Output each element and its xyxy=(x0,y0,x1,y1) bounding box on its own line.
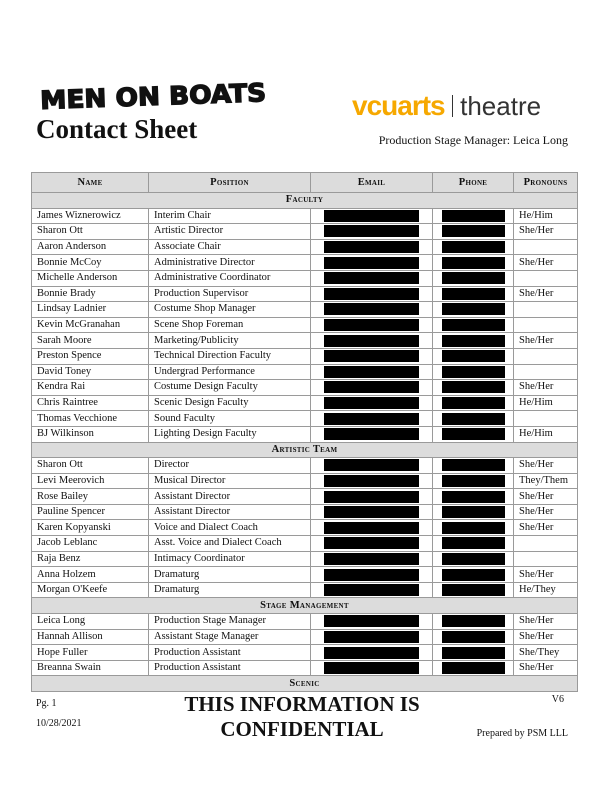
email-redaction-bar xyxy=(324,662,419,674)
contact-email-cell xyxy=(311,286,433,302)
phone-redaction-bar xyxy=(442,272,505,284)
contact-phone-cell xyxy=(433,551,514,567)
section-title: Stage Management xyxy=(32,598,578,614)
page-title: Contact Sheet xyxy=(36,114,198,144)
contact-phone-cell xyxy=(433,473,514,489)
contact-pronouns: He/Him xyxy=(514,395,578,411)
contact-pronouns: He/Him xyxy=(514,208,578,224)
contact-name: Sharon Ott xyxy=(32,458,149,474)
contact-phone-cell xyxy=(433,614,514,630)
phone-redaction-bar xyxy=(442,537,505,549)
contact-position: Production Assistant xyxy=(149,645,311,661)
contact-pronouns: She/They xyxy=(514,645,578,661)
contact-position: Scenic Design Faculty xyxy=(149,395,311,411)
contact-phone-cell xyxy=(433,660,514,676)
contact-email-cell xyxy=(311,473,433,489)
contact-position: Assistant Director xyxy=(149,504,311,520)
contact-position: Voice and Dialect Coach xyxy=(149,520,311,536)
email-redaction-bar xyxy=(324,475,419,487)
contact-name: Lindsay Ladnier xyxy=(32,302,149,318)
email-redaction-bar xyxy=(324,647,419,659)
contact-name: Sharon Ott xyxy=(32,224,149,240)
phone-redaction-bar xyxy=(442,397,505,409)
contact-name: Morgan O'Keefe xyxy=(32,582,149,598)
table-row xyxy=(32,645,578,661)
email-redaction-bar xyxy=(324,272,419,284)
email-redaction-bar xyxy=(324,257,419,269)
phone-redaction-bar xyxy=(442,303,505,315)
contact-position: Sound Faculty xyxy=(149,411,311,427)
table-row xyxy=(32,317,578,333)
contact-name: Jacob Leblanc xyxy=(32,536,149,552)
version-label: V6 xyxy=(551,694,564,705)
contact-phone-cell xyxy=(433,239,514,255)
column-header-pronouns: Pronouns xyxy=(514,173,578,193)
phone-redaction-bar xyxy=(442,225,505,237)
email-redaction-bar xyxy=(324,210,419,222)
contact-pronouns: She/Her xyxy=(514,567,578,583)
table-row xyxy=(32,426,578,442)
contact-phone-cell xyxy=(433,645,514,661)
email-redaction-bar xyxy=(324,413,419,425)
contact-phone-cell xyxy=(433,255,514,271)
phone-redaction-bar xyxy=(442,381,505,393)
contact-pronouns: She/Her xyxy=(514,660,578,676)
contact-name: Hope Fuller xyxy=(32,645,149,661)
email-redaction-bar xyxy=(324,397,419,409)
table-row xyxy=(32,348,578,364)
contact-pronouns: She/Her xyxy=(514,614,578,630)
table-row xyxy=(32,411,578,427)
phone-redaction-bar xyxy=(442,631,505,643)
confidential-notice xyxy=(152,692,452,742)
contact-pronouns xyxy=(514,348,578,364)
contact-position: Undergrad Performance xyxy=(149,364,311,380)
show-logo-text: MEN ON BOATS xyxy=(39,78,256,112)
contact-email-cell xyxy=(311,239,433,255)
table-row xyxy=(32,520,578,536)
contact-email-cell xyxy=(311,302,433,318)
contact-position: Production Supervisor xyxy=(149,286,311,302)
email-redaction-bar xyxy=(324,319,419,331)
contact-pronouns: She/Her xyxy=(514,255,578,271)
contact-name: Karen Kopyanski xyxy=(32,520,149,536)
contact-pronouns: They/Them xyxy=(514,473,578,489)
contact-phone-cell xyxy=(433,364,514,380)
contact-position: Administrative Coordinator xyxy=(149,270,311,286)
email-redaction-bar xyxy=(324,381,419,393)
contact-position: Production Assistant xyxy=(149,660,311,676)
email-redaction-bar xyxy=(324,522,419,534)
contact-phone-cell xyxy=(433,395,514,411)
contact-name: Bonnie McCoy xyxy=(32,255,149,271)
contact-email-cell xyxy=(311,255,433,271)
contact-pronouns: He/They xyxy=(514,582,578,598)
email-redaction-bar xyxy=(324,491,419,503)
column-header-name: Name xyxy=(32,173,149,193)
contact-phone-cell xyxy=(433,567,514,583)
contact-name: Kendra Rai xyxy=(32,380,149,396)
table-header-row xyxy=(32,173,578,193)
contact-position: Associate Chair xyxy=(149,239,311,255)
contact-phone-cell xyxy=(433,286,514,302)
phone-redaction-bar xyxy=(442,569,505,581)
contact-email-cell xyxy=(311,567,433,583)
section-title: Scenic xyxy=(32,676,578,692)
email-redaction-bar xyxy=(324,631,419,643)
contact-pronouns xyxy=(514,411,578,427)
contact-position: Artistic Director xyxy=(149,224,311,240)
email-redaction-bar xyxy=(324,350,419,362)
confidential-line-1: THIS INFORMATION IS xyxy=(184,692,420,716)
contact-email-cell xyxy=(311,458,433,474)
email-redaction-bar xyxy=(324,428,419,440)
contact-pronouns: She/Her xyxy=(514,504,578,520)
contact-phone-cell xyxy=(433,489,514,505)
email-redaction-bar xyxy=(324,459,419,471)
contact-pronouns xyxy=(514,551,578,567)
section-row xyxy=(32,193,578,209)
contact-email-cell xyxy=(311,660,433,676)
table-row xyxy=(32,380,578,396)
phone-redaction-bar xyxy=(442,615,505,627)
contact-email-cell xyxy=(311,224,433,240)
contact-email-cell xyxy=(311,504,433,520)
email-redaction-bar xyxy=(324,225,419,237)
contact-name: Breanna Swain xyxy=(32,660,149,676)
contact-email-cell xyxy=(311,582,433,598)
phone-redaction-bar xyxy=(442,350,505,362)
contact-pronouns: She/Her xyxy=(514,489,578,505)
contact-name: Leica Long xyxy=(32,614,149,630)
phone-redaction-bar xyxy=(442,319,505,331)
contact-email-cell xyxy=(311,629,433,645)
email-redaction-bar xyxy=(324,335,419,347)
contact-email-cell xyxy=(311,333,433,349)
email-redaction-bar xyxy=(324,241,419,253)
contact-position: Costume Design Faculty xyxy=(149,380,311,396)
contact-email-cell xyxy=(311,489,433,505)
contact-position: Lighting Design Faculty xyxy=(149,426,311,442)
contact-position: Asst. Voice and Dialect Coach xyxy=(149,536,311,552)
contact-name: Aaron Anderson xyxy=(32,239,149,255)
section-title: Faculty xyxy=(32,193,578,209)
vcuarts-logo xyxy=(352,90,541,122)
contact-name: Hannah Allison xyxy=(32,629,149,645)
contact-name: Michelle Anderson xyxy=(32,270,149,286)
contact-position: Dramaturg xyxy=(149,582,311,598)
contact-position: Musical Director xyxy=(149,473,311,489)
contact-name: Preston Spence xyxy=(32,348,149,364)
contact-name: BJ Wilkinson xyxy=(32,426,149,442)
contact-position: Scene Shop Foreman xyxy=(149,317,311,333)
phone-redaction-bar xyxy=(442,459,505,471)
contact-position: Interim Chair xyxy=(149,208,311,224)
table-row xyxy=(32,660,578,676)
phone-redaction-bar xyxy=(442,413,505,425)
show-logo-art xyxy=(38,72,270,112)
contact-phone-cell xyxy=(433,224,514,240)
phone-redaction-bar xyxy=(442,584,505,596)
section-row xyxy=(32,442,578,458)
column-header-phone: Phone xyxy=(433,173,514,193)
table-row xyxy=(32,489,578,505)
phone-redaction-bar xyxy=(442,662,505,674)
contact-email-cell xyxy=(311,380,433,396)
contact-phone-cell xyxy=(433,348,514,364)
contact-position: Director xyxy=(149,458,311,474)
contact-position: Technical Direction Faculty xyxy=(149,348,311,364)
contact-pronouns: She/Her xyxy=(514,286,578,302)
contact-email-cell xyxy=(311,614,433,630)
contact-pronouns: She/Her xyxy=(514,333,578,349)
contact-phone-cell xyxy=(433,208,514,224)
contact-position: Dramaturg xyxy=(149,567,311,583)
contact-position: Assistant Director xyxy=(149,489,311,505)
contact-position: Administrative Director xyxy=(149,255,311,271)
confidential-line-2: CONFIDENTIAL xyxy=(220,717,384,741)
email-redaction-bar xyxy=(324,537,419,549)
contact-name: Kevin McGranahan xyxy=(32,317,149,333)
contact-pronouns: She/Her xyxy=(514,629,578,645)
table-row xyxy=(32,270,578,286)
table-row xyxy=(32,614,578,630)
contact-email-cell xyxy=(311,270,433,286)
contact-pronouns: She/Her xyxy=(514,520,578,536)
phone-redaction-bar xyxy=(442,475,505,487)
section-row xyxy=(32,676,578,692)
contact-phone-cell xyxy=(433,582,514,598)
contact-phone-cell xyxy=(433,411,514,427)
contact-pronouns: He/Him xyxy=(514,426,578,442)
vcuarts-sub: theatre xyxy=(460,91,542,121)
contact-position: Costume Shop Manager xyxy=(149,302,311,318)
table-row xyxy=(32,364,578,380)
contact-table xyxy=(31,172,578,692)
contact-pronouns xyxy=(514,364,578,380)
table-row xyxy=(32,473,578,489)
contact-pronouns: She/Her xyxy=(514,380,578,396)
contact-phone-cell xyxy=(433,317,514,333)
contact-phone-cell xyxy=(433,270,514,286)
contact-pronouns xyxy=(514,317,578,333)
contact-phone-cell xyxy=(433,426,514,442)
psm-label: Production Stage Manager: Leica Long xyxy=(378,133,568,147)
phone-redaction-bar xyxy=(442,288,505,300)
email-redaction-bar xyxy=(324,615,419,627)
contact-phone-cell xyxy=(433,380,514,396)
email-redaction-bar xyxy=(324,569,419,581)
contact-phone-cell xyxy=(433,458,514,474)
contact-email-cell xyxy=(311,520,433,536)
contact-pronouns: She/Her xyxy=(514,458,578,474)
table-row xyxy=(32,208,578,224)
column-header-email: Email xyxy=(311,173,433,193)
contact-phone-cell xyxy=(433,536,514,552)
table-row xyxy=(32,333,578,349)
contact-name: Pauline Spencer xyxy=(32,504,149,520)
phone-redaction-bar xyxy=(442,647,505,659)
table-row xyxy=(32,224,578,240)
contact-position: Intimacy Coordinator xyxy=(149,551,311,567)
table-row xyxy=(32,458,578,474)
contact-name: Thomas Vecchione xyxy=(32,411,149,427)
contact-phone-cell xyxy=(433,302,514,318)
phone-redaction-bar xyxy=(442,366,505,378)
phone-redaction-bar xyxy=(442,506,505,518)
contact-position: Production Stage Manager xyxy=(149,614,311,630)
contact-pronouns xyxy=(514,536,578,552)
contact-email-cell xyxy=(311,364,433,380)
contact-email-cell xyxy=(311,348,433,364)
contact-pronouns xyxy=(514,270,578,286)
email-redaction-bar xyxy=(324,288,419,300)
contact-email-cell xyxy=(311,208,433,224)
contact-name: Anna Holzem xyxy=(32,567,149,583)
contact-email-cell xyxy=(311,536,433,552)
logo-divider xyxy=(452,95,454,117)
email-redaction-bar xyxy=(324,303,419,315)
contact-email-cell xyxy=(311,411,433,427)
table-row xyxy=(32,504,578,520)
table-row xyxy=(32,582,578,598)
contact-table-body xyxy=(32,193,578,692)
table-row xyxy=(32,567,578,583)
table-row xyxy=(32,286,578,302)
phone-redaction-bar xyxy=(442,428,505,440)
contact-name: Sarah Moore xyxy=(32,333,149,349)
contact-name: Raja Benz xyxy=(32,551,149,567)
contact-name: Rose Bailey xyxy=(32,489,149,505)
table-row xyxy=(32,551,578,567)
prepared-by: Prepared by PSM LLL xyxy=(476,728,568,739)
contact-phone-cell xyxy=(433,520,514,536)
page-number: Pg. 1 xyxy=(36,698,57,709)
contact-name: James Wiznerowicz xyxy=(32,208,149,224)
phone-redaction-bar xyxy=(442,335,505,347)
table-row xyxy=(32,629,578,645)
contact-phone-cell xyxy=(433,504,514,520)
table-row xyxy=(32,255,578,271)
contact-pronouns xyxy=(514,302,578,318)
email-redaction-bar xyxy=(324,506,419,518)
phone-redaction-bar xyxy=(442,241,505,253)
section-row xyxy=(32,598,578,614)
contact-pronouns: She/Her xyxy=(514,224,578,240)
phone-redaction-bar xyxy=(442,522,505,534)
phone-redaction-bar xyxy=(442,257,505,269)
contact-name: Bonnie Brady xyxy=(32,286,149,302)
contact-email-cell xyxy=(311,551,433,567)
contact-name: Levi Meerovich xyxy=(32,473,149,489)
contact-email-cell xyxy=(311,395,433,411)
table-row xyxy=(32,395,578,411)
contact-position: Assistant Stage Manager xyxy=(149,629,311,645)
table-row xyxy=(32,239,578,255)
vcuarts-brand: vcuarts xyxy=(352,90,445,121)
document-date: 10/28/2021 xyxy=(36,718,82,729)
table-row xyxy=(32,536,578,552)
email-redaction-bar xyxy=(324,553,419,565)
contact-email-cell xyxy=(311,426,433,442)
phone-redaction-bar xyxy=(442,491,505,503)
section-title: Artistic Team xyxy=(32,442,578,458)
contact-phone-cell xyxy=(433,629,514,645)
table-row xyxy=(32,302,578,318)
contact-name: David Toney xyxy=(32,364,149,380)
contact-position: Marketing/Publicity xyxy=(149,333,311,349)
email-redaction-bar xyxy=(324,366,419,378)
contact-phone-cell xyxy=(433,333,514,349)
column-header-position: Position xyxy=(149,173,311,193)
phone-redaction-bar xyxy=(442,210,505,222)
contact-email-cell xyxy=(311,645,433,661)
email-redaction-bar xyxy=(324,584,419,596)
phone-redaction-bar xyxy=(442,553,505,565)
contact-email-cell xyxy=(311,317,433,333)
contact-pronouns xyxy=(514,239,578,255)
contact-name: Chris Raintree xyxy=(32,395,149,411)
show-logo xyxy=(38,72,270,112)
